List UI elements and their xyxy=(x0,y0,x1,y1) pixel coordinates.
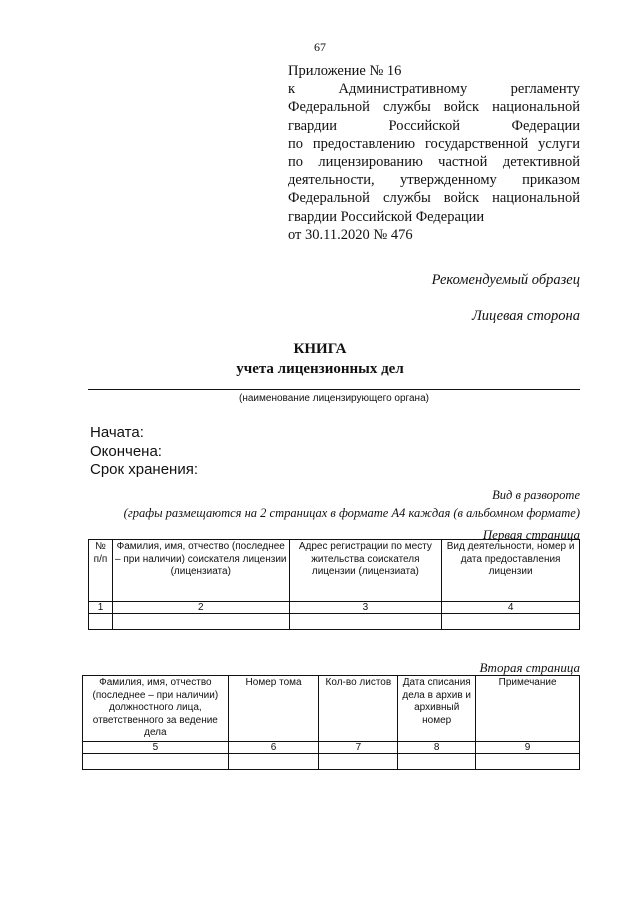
annex-line: к Административному регламенту xyxy=(288,81,580,98)
table-row xyxy=(83,741,580,753)
table-header-row xyxy=(89,540,580,602)
annex-line: от 30.11.2020 № 476 xyxy=(288,226,413,243)
recommended-sample-label: Рекомендуемый образец xyxy=(431,272,580,288)
annex-line: Федеральной службы войск национальной xyxy=(288,99,580,116)
table-cell xyxy=(476,753,580,769)
column-number: 3 xyxy=(289,602,442,614)
table-row xyxy=(89,602,580,614)
table-row xyxy=(83,753,580,769)
annex-line: Федеральной службы войск национальной xyxy=(288,190,580,207)
header-cell: Номер тома xyxy=(228,676,319,742)
first-page-label: Первая страница xyxy=(482,527,580,542)
ended-field: Окончена: xyxy=(90,442,162,460)
column-number: 5 xyxy=(83,741,229,753)
column-number: 7 xyxy=(319,741,398,753)
title-line-2: учета лицензионных дел xyxy=(236,361,404,377)
header-cell: Кол-во листов xyxy=(319,676,398,742)
front-side-label: Лицевая сторона xyxy=(471,308,580,324)
column-number: 6 xyxy=(228,741,319,753)
table-cell xyxy=(398,753,476,769)
header-cell: Фамилия, имя, отчество (последнее – при наличии) соискателя лицензии (лицензиата) xyxy=(112,540,289,602)
table-cell xyxy=(442,614,580,630)
header-cell: Адрес регистрации по месту жительства соискателя лицензии (лицензиата) xyxy=(289,540,442,602)
second-page-table xyxy=(82,675,580,770)
annex-line: по предоставлению государственной услуги xyxy=(288,135,580,152)
table-cell xyxy=(228,753,319,769)
table-cell xyxy=(289,614,442,630)
annex-block xyxy=(288,62,580,244)
spread-view-label: Вид в развороте xyxy=(492,488,580,502)
header-cell: Дата списания дела в архив и архивный номер xyxy=(398,676,476,742)
retention-field: Срок хранения: xyxy=(90,461,199,478)
second-page-label: Вторая страница xyxy=(479,660,580,675)
column-number: 1 xyxy=(89,602,113,614)
annex-line: деятельности, утвержденному приказом xyxy=(288,172,580,189)
started-field: Начата: xyxy=(90,424,144,441)
table-cell xyxy=(83,753,229,769)
column-number: 8 xyxy=(398,741,476,753)
annex-line: гвардии Российской Федерации xyxy=(288,117,580,134)
annex-line: Приложение № 16 xyxy=(288,63,402,79)
table-cell xyxy=(112,614,289,630)
header-cell: № п/п xyxy=(89,540,113,602)
book-fields xyxy=(90,424,198,480)
header-cell: Фамилия, имя, отчество (последнее – при наличии) должностного лица, ответственного за ведение дела xyxy=(83,676,229,742)
org-name-caption: (наименование лицензирующего органа) xyxy=(239,393,429,404)
header-cell: Примечание xyxy=(476,676,580,742)
org-name-line xyxy=(88,389,580,390)
first-page-table xyxy=(88,539,580,630)
annex-line: гвардии Российской Федерации xyxy=(288,208,485,225)
table-header-row xyxy=(83,676,580,742)
table-cell xyxy=(319,753,398,769)
spread-note: (графы размещаются на 2 страницах в формате А4 каждая (в альбомном формате) xyxy=(123,506,580,520)
column-number: 4 xyxy=(442,602,580,614)
table-row xyxy=(89,614,580,630)
document-title xyxy=(0,339,640,379)
annex-line: по лицензированию частной детективной xyxy=(288,154,580,171)
table-cell xyxy=(89,614,113,630)
title-line-1: КНИГА xyxy=(293,341,347,357)
header-cell: Вид деятельности, номер и дата предоставления лицензии xyxy=(442,540,580,602)
page-number: 67 xyxy=(314,40,326,54)
column-number: 9 xyxy=(476,741,580,753)
column-number: 2 xyxy=(112,602,289,614)
